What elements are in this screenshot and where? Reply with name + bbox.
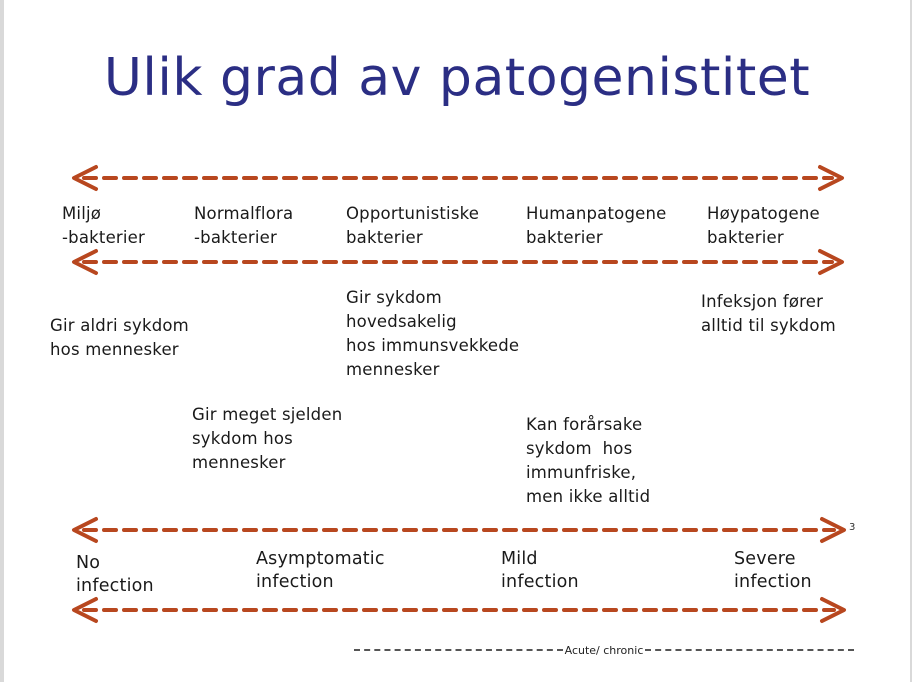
double-arrow-bottom (74, 599, 844, 621)
description-hoypatogene: Infeksjon fører alltid til sykdom (701, 292, 836, 335)
bacteria-type-normalflora: Normalflora -bakterier (194, 204, 294, 247)
infection-level-mild: Mild infection (501, 549, 579, 592)
double-arrow-second (74, 251, 842, 273)
description-normalflora: Gir meget sjelden sykdom hos mennesker (192, 405, 343, 472)
page-number: 3 (849, 522, 856, 533)
description-miljo: Gir aldri sykdom hos mennesker (50, 316, 189, 359)
slide-title: Ulik grad av patogenistitet (103, 48, 811, 108)
description-humanpatogene: Kan forårsake sykdom hos immunfriske, men ikke alltid (526, 415, 651, 506)
slide (4, 0, 910, 682)
double-arrow-top (74, 167, 842, 189)
bacteria-type-hoypatogene: Høypatogene bakterier (707, 204, 820, 247)
duration-label: Acute/ chronic (564, 643, 644, 657)
infection-level-asymptomatic: Asymptomatic infection (256, 549, 385, 592)
bacteria-type-miljo: Miljø -bakterier (62, 204, 146, 247)
infection-level-none: No infection (76, 553, 154, 596)
bacteria-type-humanpatogene: Humanpatogene bakterier (526, 204, 667, 247)
duration-line (354, 640, 854, 660)
description-opportunistiske: Gir sykdom hovedsakelig hos immunsvekkede mennesker (346, 288, 520, 379)
double-arrow-third (74, 519, 844, 541)
bacteria-type-opportunistiske: Opportunistiske bakterier (346, 204, 480, 247)
infection-level-severe: Severe infection (734, 549, 812, 592)
